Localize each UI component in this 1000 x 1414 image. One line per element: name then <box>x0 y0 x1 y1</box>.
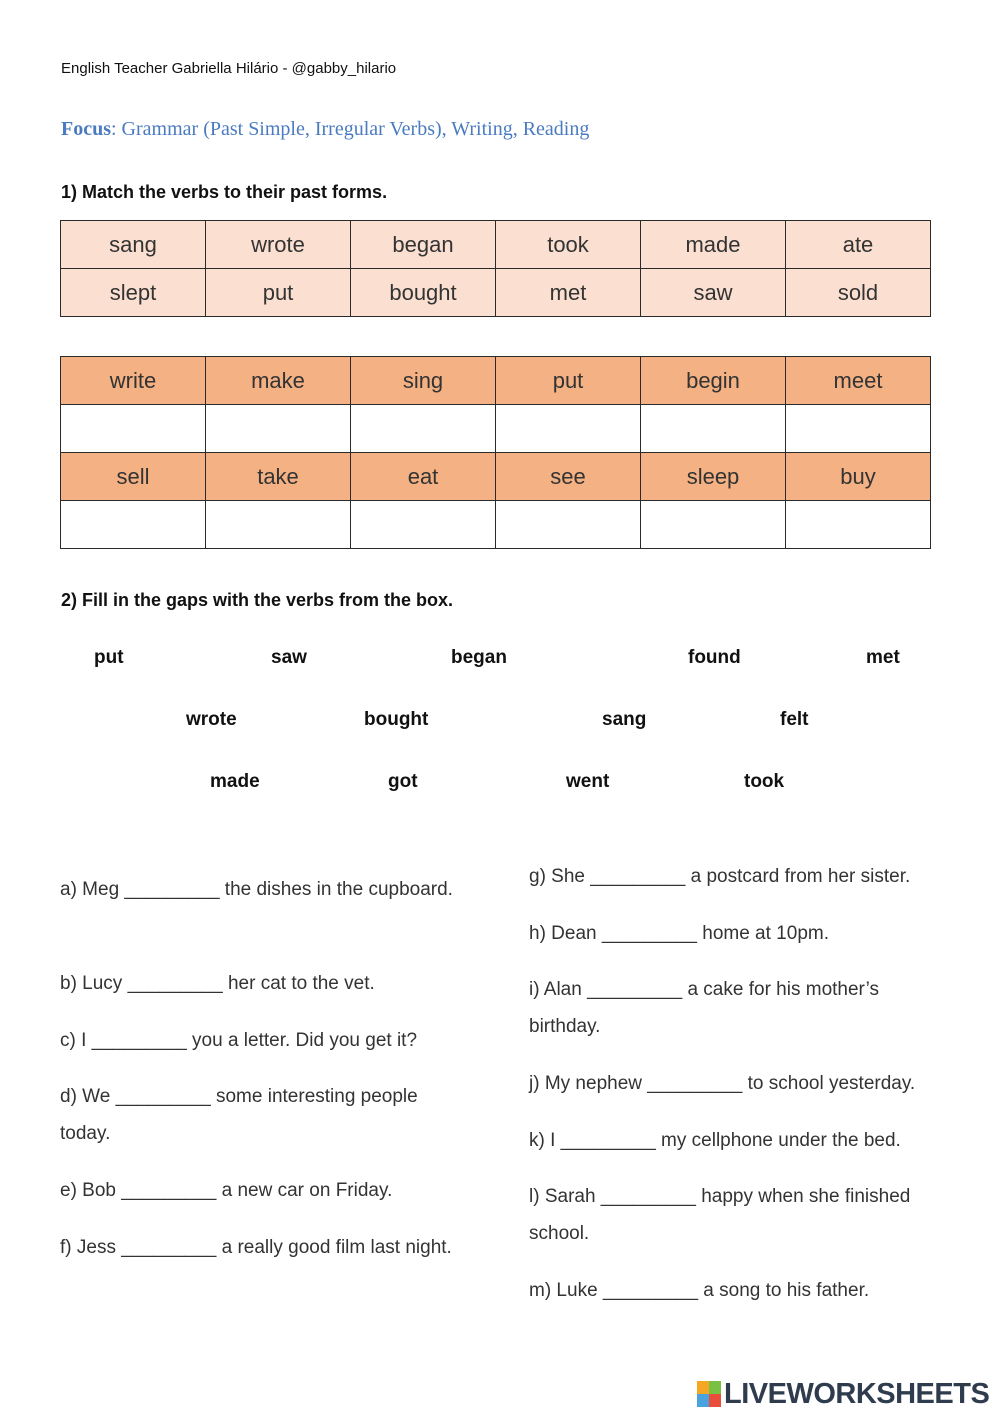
past-form-cell: slept <box>61 269 206 317</box>
base-form-cell: make <box>206 357 351 405</box>
past-form-cell: ate <box>786 221 931 269</box>
answer-drop-cell[interactable] <box>351 501 496 549</box>
past-form-cell: began <box>351 221 496 269</box>
base-forms-table <box>60 356 931 549</box>
answer-drop-cell[interactable] <box>206 501 351 549</box>
logo-square <box>697 1394 709 1407</box>
table-row <box>61 357 931 405</box>
sentence-k[interactable]: k) I _________ my cellphone under the bed. <box>529 1130 901 1151</box>
past-form-cell: took <box>496 221 641 269</box>
answer-drop-cell[interactable] <box>496 405 641 453</box>
focus-text: : Grammar (Past Simple, Irregular Verbs), Writing, Reading <box>111 118 590 140</box>
base-form-cell: sing <box>351 357 496 405</box>
word-chip[interactable]: went <box>566 771 610 792</box>
base-form-cell: write <box>61 357 206 405</box>
table-row <box>61 405 931 453</box>
word-chip[interactable]: made <box>210 771 260 792</box>
word-chip[interactable]: bought <box>364 709 429 730</box>
word-chip[interactable]: wrote <box>186 709 237 730</box>
sentence-b[interactable]: b) Lucy _________ her cat to the vet. <box>60 973 375 994</box>
logo-mark-icon <box>697 1381 721 1407</box>
sentence-m[interactable]: m) Luke _________ a song to his father. <box>529 1280 870 1301</box>
brand-name: LIVEWORKSHEETS <box>724 1377 990 1410</box>
answer-drop-cell[interactable] <box>786 405 931 453</box>
answer-drop-cell[interactable] <box>61 405 206 453</box>
answer-drop-cell[interactable] <box>786 501 931 549</box>
past-form-cell: met <box>496 269 641 317</box>
base-form-cell: sell <box>61 453 206 501</box>
base-form-cell: eat <box>351 453 496 501</box>
logo-square <box>709 1394 721 1407</box>
sentence-c[interactable]: c) I _________ you a letter. Did you get it? <box>60 1030 418 1051</box>
sentence-d[interactable]: d) We _________ some interesting people today. <box>60 1086 418 1144</box>
base-form-cell: take <box>206 453 351 501</box>
sentence-j[interactable]: j) My nephew _________ to school yesterday. <box>529 1073 916 1094</box>
word-chip[interactable]: sang <box>602 709 647 730</box>
answer-drop-cell[interactable] <box>641 501 786 549</box>
word-chip[interactable]: saw <box>271 647 307 668</box>
answer-drop-cell[interactable] <box>351 405 496 453</box>
word-chip[interactable]: began <box>451 647 507 668</box>
past-form-cell: saw <box>641 269 786 317</box>
answer-drop-cell[interactable] <box>496 501 641 549</box>
word-chip[interactable]: took <box>744 771 785 792</box>
past-forms-table <box>60 220 931 317</box>
author-line: English Teacher Gabriella Hilário - @gabby_hilario <box>61 60 397 77</box>
base-form-cell: put <box>496 357 641 405</box>
sentence-l[interactable]: l) Sarah _________ happy when she finished school. <box>529 1186 911 1244</box>
sentence-h[interactable]: h) Dean _________ home at 10pm. <box>529 923 829 944</box>
past-form-cell: bought <box>351 269 496 317</box>
past-form-cell: put <box>206 269 351 317</box>
table-row <box>61 221 931 269</box>
base-form-cell: meet <box>786 357 931 405</box>
past-form-cell: wrote <box>206 221 351 269</box>
base-form-cell: sleep <box>641 453 786 501</box>
focus-line <box>61 118 589 141</box>
answer-drop-cell[interactable] <box>206 405 351 453</box>
answer-drop-cell[interactable] <box>61 501 206 549</box>
focus-label: Focus <box>61 118 111 140</box>
base-form-cell: buy <box>786 453 931 501</box>
word-chip[interactable]: put <box>94 647 124 668</box>
past-form-cell: made <box>641 221 786 269</box>
liveworksheets-logo <box>697 1374 989 1414</box>
table-row <box>61 269 931 317</box>
logo-square-lw <box>697 1381 709 1394</box>
table-row <box>61 453 931 501</box>
past-form-cell: sang <box>61 221 206 269</box>
base-form-cell: begin <box>641 357 786 405</box>
word-chip[interactable]: met <box>866 647 900 668</box>
table-row <box>61 501 931 549</box>
exercise-1-title: 1) Match the verbs to their past forms. <box>61 182 388 202</box>
past-form-cell: sold <box>786 269 931 317</box>
word-chip[interactable]: felt <box>780 709 809 730</box>
sentence-f[interactable]: f) Jess _________ a really good film last night. <box>60 1237 452 1258</box>
sentence-e[interactable]: e) Bob _________ a new car on Friday. <box>60 1180 393 1201</box>
sentence-a[interactable]: a) Meg _________ the dishes in the cupboard. <box>60 879 453 900</box>
sentence-i[interactable]: i) Alan _________ a cake for his mother’s birthday. <box>529 979 879 1037</box>
base-form-cell: see <box>496 453 641 501</box>
logo-square <box>709 1381 721 1394</box>
sentence-g[interactable]: g) She _________ a postcard from her sister. <box>529 866 911 887</box>
word-chip[interactable]: found <box>688 647 741 668</box>
answer-drop-cell[interactable] <box>641 405 786 453</box>
exercise-2-title: 2) Fill in the gaps with the verbs from the box. <box>61 590 454 610</box>
word-chip[interactable]: got <box>388 771 418 792</box>
